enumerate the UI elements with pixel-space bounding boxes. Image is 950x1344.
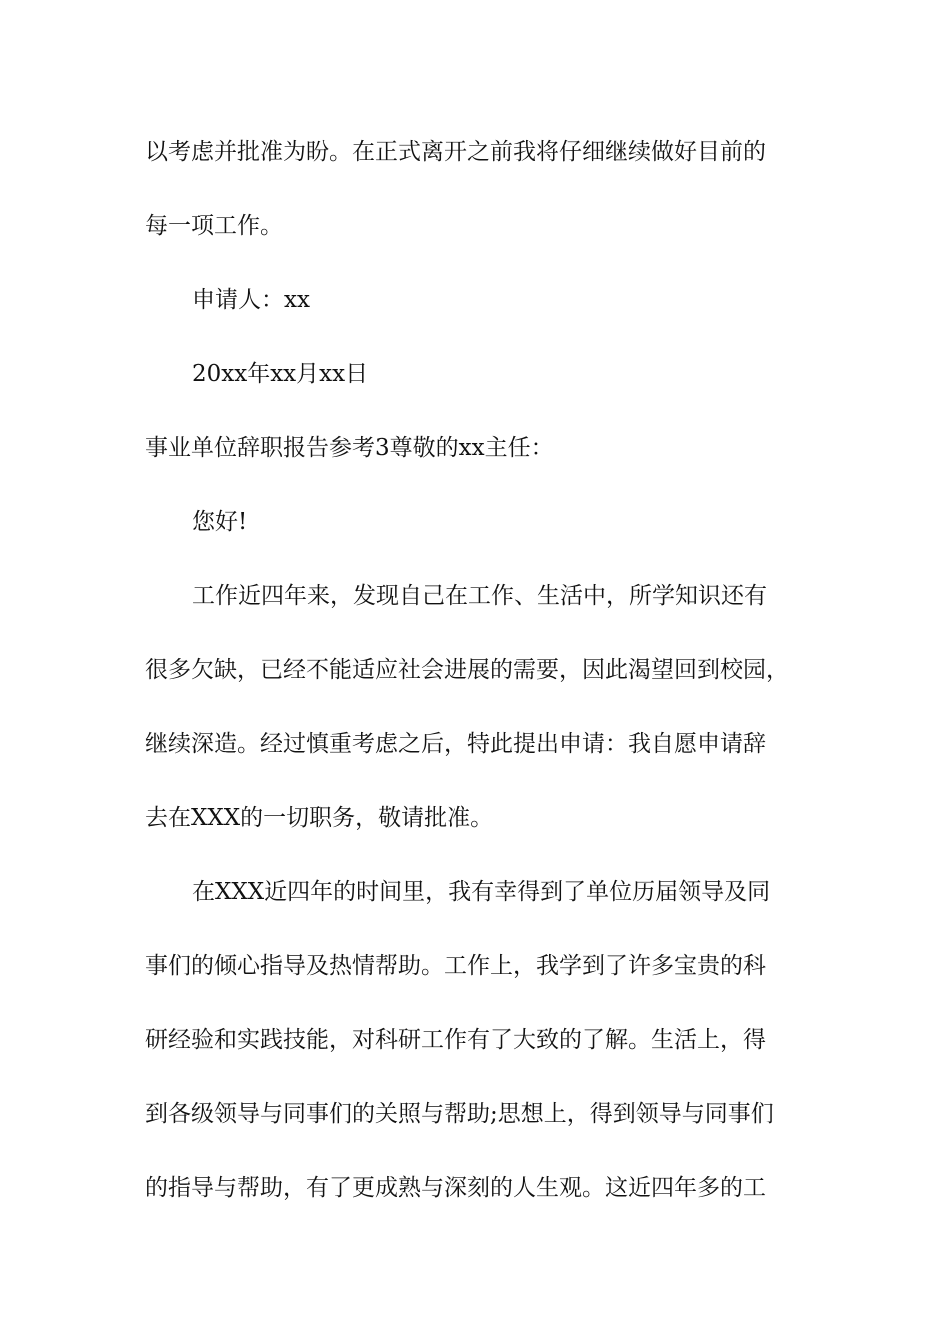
text-line: 以考虑并批准为盼。在正式离开之前我将仔细继续做好目前的 bbox=[145, 139, 766, 165]
text-line: 每一项工作。 bbox=[145, 213, 283, 239]
text-line: 研经验和实践技能，对科研工作有了大致的了解。生活上，得 bbox=[145, 1027, 766, 1053]
applicant-line: 申请人：xx bbox=[192, 287, 310, 313]
section-heading: 事业单位辞职报告参考3尊敬的xx主任： bbox=[145, 435, 554, 461]
text-line: 在XXX近四年的时间里，我有幸得到了单位历届领导及同 bbox=[192, 879, 771, 905]
text-line: 工作近四年来，发现自己在工作、生活中，所学知识还有 bbox=[192, 583, 767, 609]
date-line: 20xx年xx月xx日 bbox=[192, 361, 369, 387]
text-line: 很多欠缺，已经不能适应社会进展的需要，因此渴望回到校园， bbox=[145, 657, 789, 683]
text-line: 的指导与帮助，有了更成熟与深刻的人生观。这近四年多的工 bbox=[145, 1175, 766, 1201]
text-line: 去在XXX的一切职务，敬请批准。 bbox=[145, 805, 494, 831]
text-line: 事们的倾心指导及热情帮助。工作上，我学到了许多宝贵的科 bbox=[145, 953, 766, 979]
greeting-line: 您好! bbox=[192, 509, 248, 535]
text-line: 继续深造。经过慎重考虑之后，特此提出申请：我自愿申请辞 bbox=[145, 731, 766, 757]
text-line: 到各级领导与同事们的关照与帮助;思想上，得到领导与同事们 bbox=[145, 1101, 774, 1127]
document-body bbox=[145, 126, 835, 1236]
